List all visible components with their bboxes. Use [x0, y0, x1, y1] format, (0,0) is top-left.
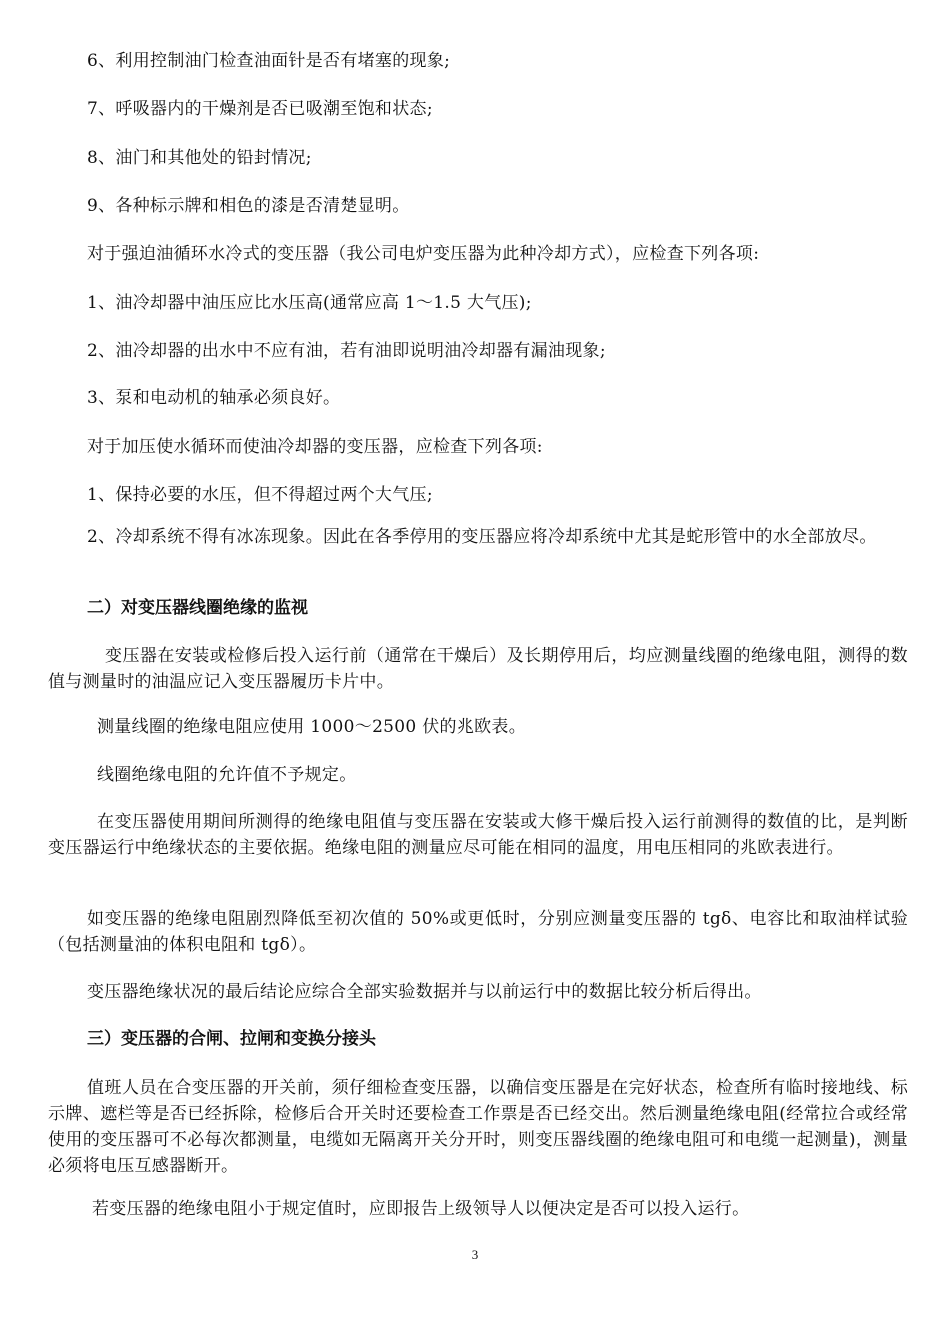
- list-item: 2、冷却系统不得有冰冻现象。因此在各季停用的变压器应将冷却系统中尤其是蛇形管中的水全部放尽。: [87, 527, 877, 547]
- section-heading: 三）变压器的合闸、拉闸和变换分接头: [87, 1029, 376, 1049]
- list-item: 1、油冷却器中油压应比水压高(通常应高 1～1.5 大气压);: [87, 293, 532, 313]
- paragraph: 如变压器的绝缘电阻剧烈降低至初次值的 50%或更低时，分别应测量变压器的 tgδ、电容比和取油样试验（包括测量油的体积电阻和 tgδ）。: [48, 909, 908, 955]
- section-heading: 二）对变压器线圈绝缘的监视: [87, 598, 308, 618]
- paragraph: 对于强迫油循环水冷式的变压器（我公司电炉变压器为此种冷却方式），应检查下列各项:: [87, 244, 760, 264]
- paragraph: 变压器在安装或检修后投入运行前（通常在干燥后）及长期停用后，均应测量线圈的绝缘电阻，测得的数值与测量时的油温应记入变压器履历卡片中。: [48, 646, 908, 692]
- list-item: 2、油冷却器的出水中不应有油，若有油即说明油冷却器有漏油现象;: [87, 341, 606, 361]
- page-number: 3: [471, 1247, 479, 1262]
- list-item: 6、利用控制油门检查油面针是否有堵塞的现象;: [87, 51, 451, 71]
- paragraph: 线圈绝缘电阻的允许值不予规定。: [97, 765, 357, 785]
- list-item: 1、保持必要的水压，但不得超过两个大气压;: [87, 485, 433, 505]
- list-item: 7、呼吸器内的干燥剂是否已吸潮至饱和状态;: [87, 99, 433, 119]
- paragraph: 测量线圈的绝缘电阻应使用 1000～2500 伏的兆欧表。: [97, 717, 527, 737]
- list-item: 9、各种标示牌和相色的漆是否清楚显明。: [87, 196, 410, 216]
- paragraph: 在变压器使用期间所测得的绝缘电阻值与变压器在安装或大修干燥后投入运行前测得的数值的比，是判断变压器运行中绝缘状态的主要依据。绝缘电阻的测量应尽可能在相同的温度，用电压相同的兆欧表进行。: [48, 812, 908, 858]
- paragraph: 若变压器的绝缘电阻小于规定值时，应即报告上级领导人以便决定是否可以投入运行。: [92, 1199, 750, 1219]
- list-item: 3、泵和电动机的轴承必须良好。: [87, 388, 341, 408]
- paragraph: 值班人员在合变压器的开关前，须仔细检查变压器，以确信变压器是在完好状态，检查所有临时接地线、标示牌、遮栏等是否已经拆除，检修后合开关时还要检查工作票是否已经交出。然后测量绝缘电阻(经常拉合或经常使用的变压器可不必每次都测量，电缆如无隔离开关分开时，则变压器线圈的绝缘电阻可和电缆一起测量)，测量必须将电压互感器断开。: [48, 1078, 908, 1176]
- list-item: 8、油门和其他处的铅封情况;: [87, 148, 312, 168]
- paragraph: 变压器绝缘状况的最后结论应综合全部实验数据并与以前运行中的数据比较分析后得出。: [87, 982, 762, 1002]
- paragraph: 对于加压使水循环而使油冷却器的变压器，应检查下列各项:: [87, 437, 543, 457]
